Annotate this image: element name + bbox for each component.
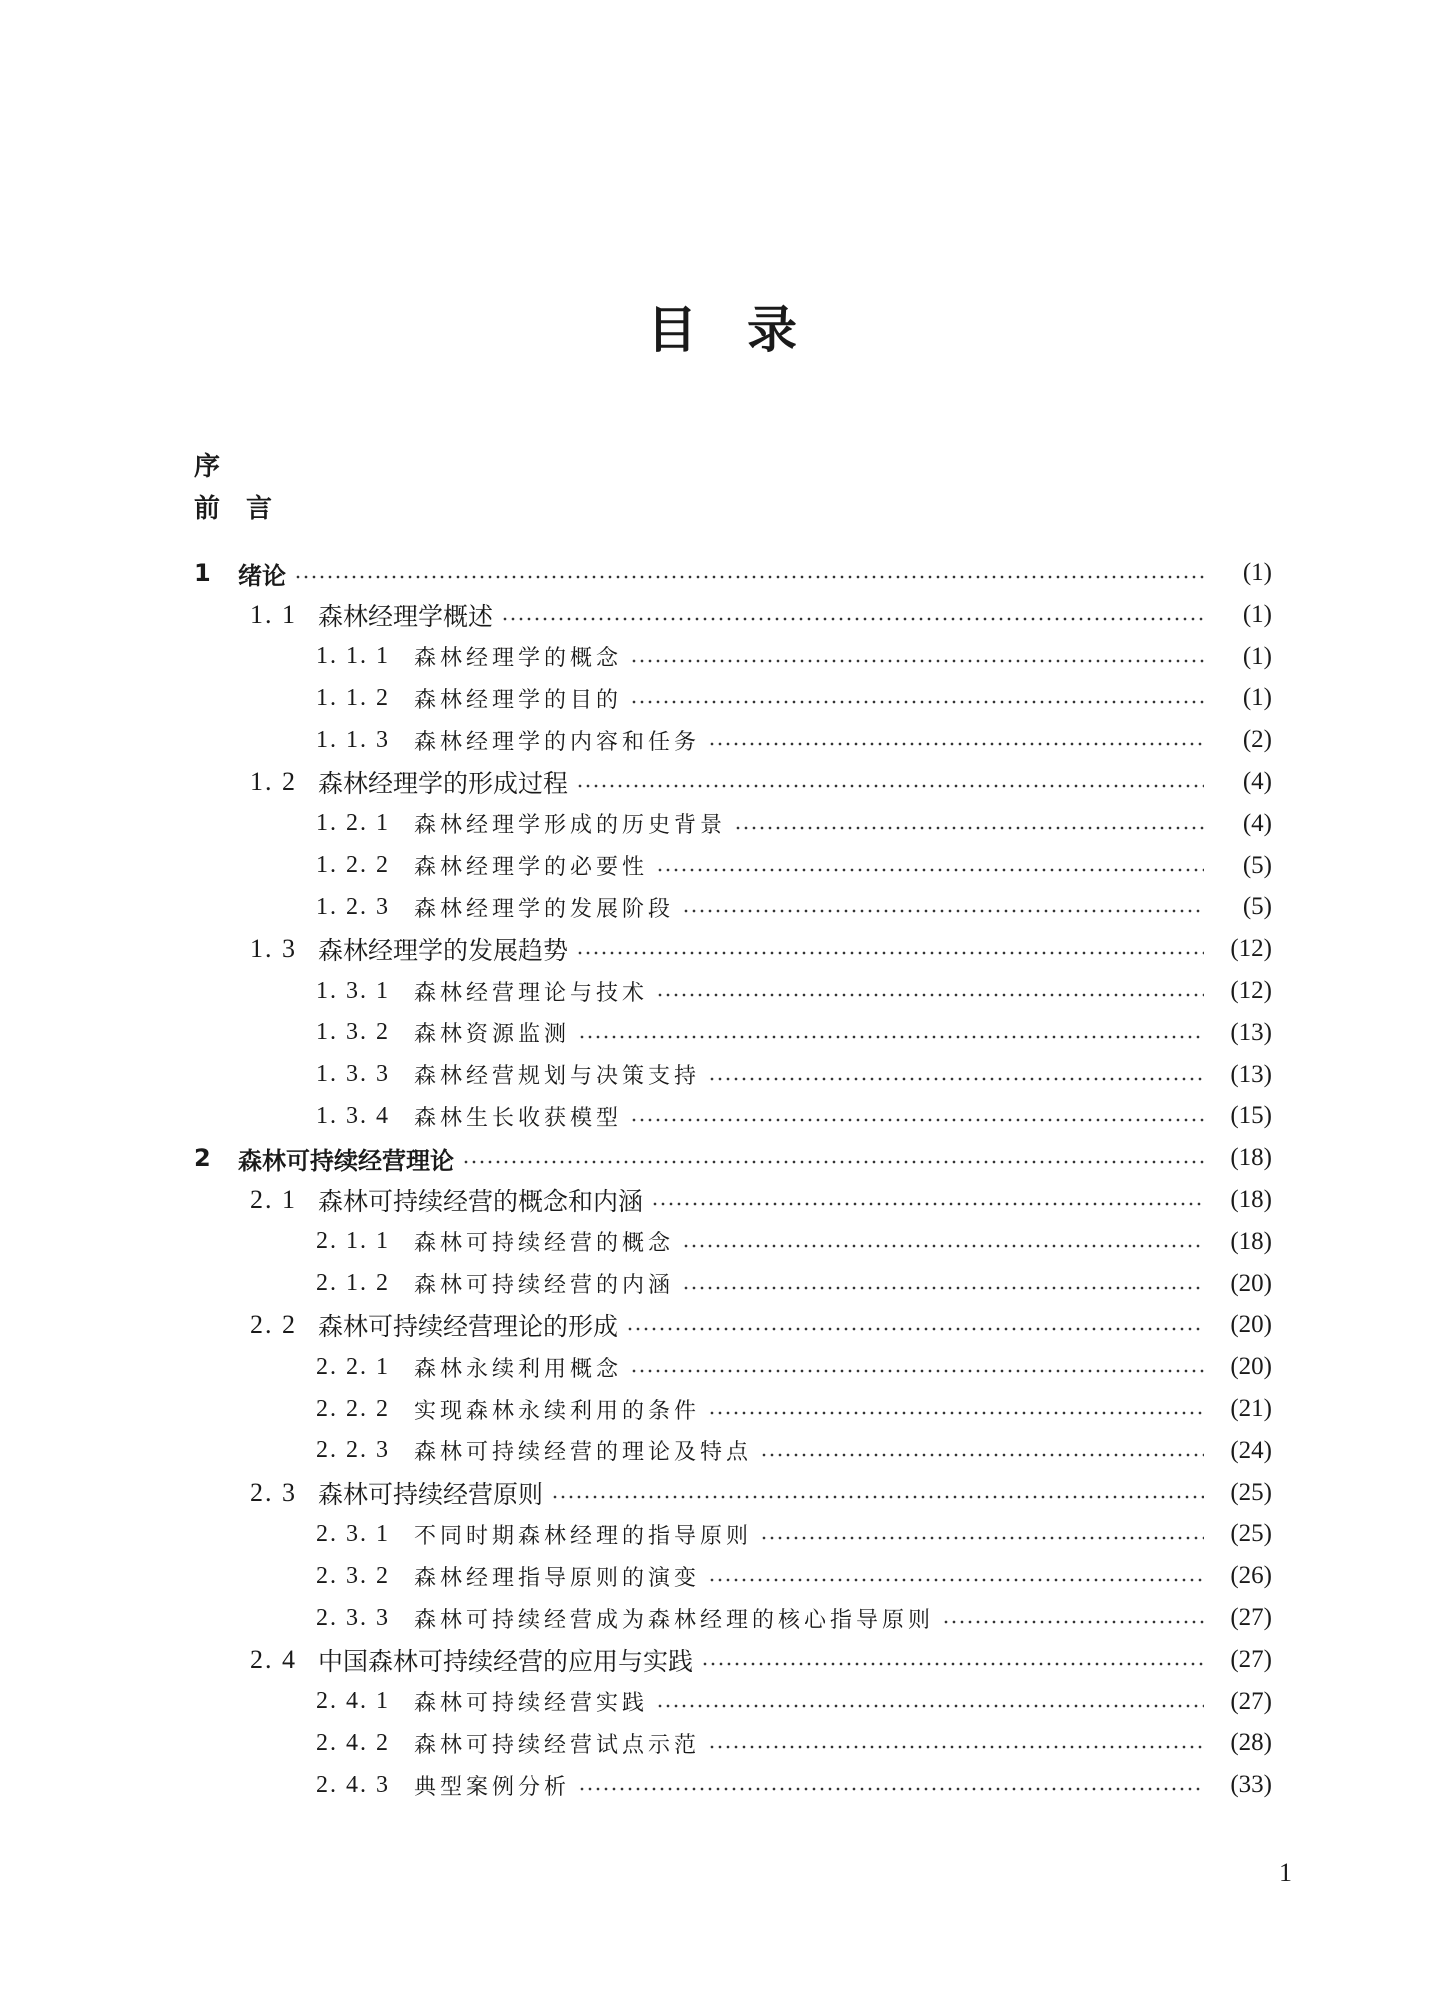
- dot-leader: [760, 1536, 1204, 1540]
- toc-entry-title: 森林经理学的内容和任务: [414, 729, 701, 755]
- page-title: 目 录: [647, 301, 797, 359]
- toc-entry-title: 森林可持续经营的概念: [414, 1231, 675, 1257]
- toc-entry[interactable]: [0, 803, 1444, 845]
- toc-entry-page: (13): [1230, 1060, 1272, 1088]
- toc-entry-title: 森林可持续经营理论的形成: [318, 1312, 619, 1342]
- toc-entry-number: 1. 2. 1: [316, 810, 390, 837]
- toc-entry-number: 2. 1. 1: [316, 1228, 390, 1255]
- toc-entry-number: 1. 3: [250, 934, 297, 964]
- dot-leader: [656, 1704, 1204, 1708]
- toc-entry-number: 1. 1. 2: [316, 684, 390, 711]
- front-matter-preface: 序: [194, 452, 221, 482]
- dot-leader: [551, 1495, 1204, 1499]
- toc-entry-title: 中国森林可持续经营的应用与实践: [318, 1646, 694, 1676]
- toc-entry-title: 森林经理学概述: [318, 601, 494, 631]
- toc-entry-page: (18): [1230, 1227, 1272, 1255]
- dot-leader: [576, 951, 1204, 955]
- toc-entry[interactable]: [0, 1054, 1444, 1096]
- toc-entry-title: 森林经理学的形成过程: [318, 769, 569, 798]
- toc-entry[interactable]: [0, 1764, 1444, 1806]
- toc-entry-number: 2: [194, 1144, 211, 1173]
- toc-entry-number: 2. 4: [250, 1644, 297, 1674]
- toc-entry-title: 森林可持续经营成为森林经理的核心指导原则: [414, 1607, 935, 1633]
- toc-entry-title: 森林经营理论与技术: [414, 980, 649, 1006]
- toc-entry-number: 2. 3. 3: [316, 1604, 390, 1631]
- toc-entry-title: 森林经理学的发展阶段: [414, 896, 675, 922]
- dot-leader: [294, 575, 1204, 579]
- page-number: 1: [1279, 1858, 1292, 1887]
- toc-entry-title: 典型案例分析: [414, 1774, 571, 1800]
- dot-leader: [630, 659, 1204, 663]
- toc-entry[interactable]: [0, 1346, 1444, 1388]
- dot-leader: [656, 868, 1204, 872]
- toc-entry-page: (18): [1230, 1144, 1272, 1172]
- toc-entry[interactable]: [0, 1221, 1444, 1263]
- toc-entry-number: 2. 1. 2: [316, 1270, 390, 1297]
- dot-leader: [682, 1244, 1204, 1248]
- toc-entry[interactable]: [0, 928, 1444, 970]
- toc-entry[interactable]: [0, 1639, 1444, 1681]
- toc-entry[interactable]: [0, 1681, 1444, 1723]
- toc-entry-title: 森林经理学的概念: [414, 646, 623, 672]
- toc-entry-title: 森林生长收获模型: [414, 1105, 623, 1131]
- dot-leader: [656, 993, 1204, 997]
- toc-entry-page: (2): [1242, 726, 1272, 754]
- toc-entry-page: (4): [1242, 768, 1272, 795]
- toc-entry-page: (18): [1230, 1186, 1272, 1213]
- toc-entry-number: 2. 1: [250, 1185, 297, 1214]
- toc-entry-title: 森林资源监测: [414, 1022, 571, 1048]
- toc-entry-number: 2. 3. 2: [316, 1562, 390, 1589]
- toc-entry-title: 森林可持续经营原则: [318, 1479, 544, 1509]
- dot-leader: [701, 1662, 1204, 1666]
- toc-entry-title: 绪论: [238, 561, 286, 590]
- toc-entry[interactable]: [0, 1597, 1444, 1639]
- dot-leader: [501, 617, 1204, 621]
- toc-entry-title: 森林经理学的目的: [414, 687, 623, 713]
- toc-entry-page: (12): [1230, 935, 1272, 963]
- toc-entry-page: (1): [1242, 559, 1272, 586]
- toc-entry-title: 森林可持续经营的内涵: [414, 1273, 675, 1299]
- toc-entry-title: 不同时期森林经理的指导原则: [414, 1523, 753, 1549]
- toc-entry[interactable]: [0, 1513, 1444, 1555]
- toc-entry[interactable]: [0, 1555, 1444, 1597]
- toc-entry-title: 森林经理学形成的历史背景: [414, 813, 727, 839]
- dot-leader: [682, 1286, 1204, 1290]
- dot-leader: [578, 1035, 1204, 1039]
- toc-entry[interactable]: [0, 845, 1444, 887]
- toc-entry-number: 1. 3. 4: [316, 1102, 390, 1129]
- toc-entry-page: (5): [1242, 851, 1272, 879]
- toc-entry[interactable]: [0, 1263, 1444, 1305]
- toc-entry-number: 1. 2: [250, 767, 297, 796]
- toc-entry-number: 2. 2: [250, 1310, 297, 1340]
- toc-entry-number: 2. 4. 3: [316, 1771, 390, 1798]
- dot-leader: [630, 1118, 1204, 1122]
- toc-entry-number: 2. 2. 2: [316, 1395, 390, 1422]
- toc-entry-number: 1. 3. 3: [316, 1061, 390, 1088]
- toc-entry-title: 森林可持续经营理论: [238, 1146, 454, 1175]
- toc-entry-page: (21): [1230, 1395, 1272, 1422]
- toc-entry[interactable]: [0, 1388, 1444, 1430]
- toc-entry-title: 森林可持续经营的理论及特点: [414, 1440, 753, 1466]
- toc-entry[interactable]: [0, 886, 1444, 928]
- toc-entry-page: (15): [1230, 1102, 1272, 1130]
- dot-leader: [760, 1453, 1204, 1457]
- toc-entry-page: (27): [1230, 1604, 1272, 1631]
- toc-entry[interactable]: [0, 1472, 1444, 1514]
- dot-leader: [708, 1411, 1204, 1415]
- toc-entry[interactable]: [0, 636, 1444, 678]
- toc-entry-page: (24): [1230, 1436, 1272, 1464]
- toc-entry-page: (33): [1230, 1771, 1272, 1799]
- dot-leader: [734, 826, 1204, 830]
- dot-leader: [578, 1787, 1204, 1791]
- toc-entry-title: 森林永续利用概念: [414, 1356, 623, 1382]
- toc-entry-page: (1): [1242, 642, 1272, 670]
- toc-entry-number: 2. 2. 1: [316, 1353, 390, 1380]
- toc-entry[interactable]: [0, 594, 1444, 636]
- toc-entry-title: 森林经营规划与决策支持: [414, 1064, 701, 1090]
- toc-entry-page: (12): [1230, 977, 1272, 1004]
- toc-entry-number: 2. 2. 3: [316, 1437, 390, 1464]
- toc-entry-title: 森林可持续经营的概念和内涵: [318, 1187, 644, 1216]
- toc-entry-number: 2. 3. 1: [316, 1520, 390, 1547]
- dot-leader: [576, 784, 1204, 788]
- toc-entry-page: (4): [1242, 809, 1272, 837]
- toc-entry[interactable]: [0, 1430, 1444, 1472]
- dot-leader: [626, 1327, 1204, 1331]
- toc-entry-page: (1): [1242, 684, 1272, 712]
- toc-entry-page: (26): [1230, 1562, 1272, 1590]
- toc-entry-page: (5): [1242, 893, 1272, 921]
- dot-leader: [708, 1077, 1204, 1081]
- toc-entry-page: (27): [1230, 1645, 1272, 1673]
- toc-entry-number: 1. 2. 3: [316, 893, 390, 920]
- toc-entry[interactable]: [0, 1722, 1444, 1764]
- toc-entry[interactable]: [0, 1304, 1444, 1346]
- dot-leader: [708, 1578, 1204, 1582]
- toc-entry-number: 1. 1: [250, 599, 297, 629]
- dot-leader: [630, 700, 1204, 704]
- toc-entry-page: (1): [1242, 600, 1272, 628]
- toc-entry-number: 1. 3. 2: [316, 1019, 390, 1046]
- dot-leader: [942, 1620, 1204, 1624]
- toc-entry-title: 实现森林永续利用的条件: [414, 1398, 701, 1424]
- toc-entry-title: 森林经理指导原则的演变: [414, 1565, 701, 1591]
- toc-entry-page: (28): [1230, 1729, 1272, 1757]
- toc-entry-page: (20): [1230, 1353, 1272, 1381]
- toc-entry-number: 1. 3. 1: [316, 977, 390, 1004]
- toc-entry-number: 1. 2. 2: [316, 852, 390, 879]
- toc-entry[interactable]: [0, 1012, 1444, 1054]
- toc-entry-page: (27): [1230, 1687, 1272, 1715]
- toc-entry-page: (25): [1230, 1520, 1272, 1548]
- toc-entry[interactable]: [0, 761, 1444, 803]
- toc-entry-number: 1: [194, 559, 211, 587]
- toc-entry-number: 2. 4. 1: [316, 1688, 390, 1715]
- toc-entry[interactable]: [0, 1179, 1444, 1221]
- toc-entry-page: (25): [1230, 1478, 1272, 1506]
- toc-entry-page: (13): [1230, 1018, 1272, 1046]
- toc-entry[interactable]: [0, 677, 1444, 719]
- dot-leader: [651, 1202, 1204, 1206]
- toc-entry-title: 森林可持续经营实践: [414, 1691, 649, 1717]
- toc-entry-title: 森林可持续经营试点示范: [414, 1732, 701, 1758]
- dot-leader: [462, 1160, 1204, 1164]
- dot-leader: [682, 909, 1204, 913]
- toc-entry[interactable]: [0, 970, 1444, 1012]
- front-matter-foreword: 前 言: [194, 494, 273, 524]
- toc-entry[interactable]: [0, 1137, 1444, 1179]
- dot-leader: [708, 1745, 1204, 1749]
- toc-entry-title: 森林经理学的发展趋势: [318, 936, 569, 966]
- toc-entry-number: 1. 1. 3: [316, 726, 390, 753]
- toc-entry-title: 森林经理学的必要性: [414, 855, 649, 881]
- dot-leader: [708, 742, 1204, 746]
- toc-entry-number: 1. 1. 1: [316, 643, 390, 670]
- toc-entry-page: (20): [1230, 1269, 1272, 1297]
- dot-leader: [630, 1369, 1204, 1373]
- toc-entry-page: (20): [1230, 1311, 1272, 1339]
- toc-entry[interactable]: [0, 1095, 1444, 1137]
- toc-entry-number: 2. 3: [250, 1477, 297, 1507]
- toc-entry-number: 2. 4. 2: [316, 1729, 390, 1756]
- toc-entry[interactable]: [0, 552, 1444, 594]
- toc-entry[interactable]: [0, 719, 1444, 761]
